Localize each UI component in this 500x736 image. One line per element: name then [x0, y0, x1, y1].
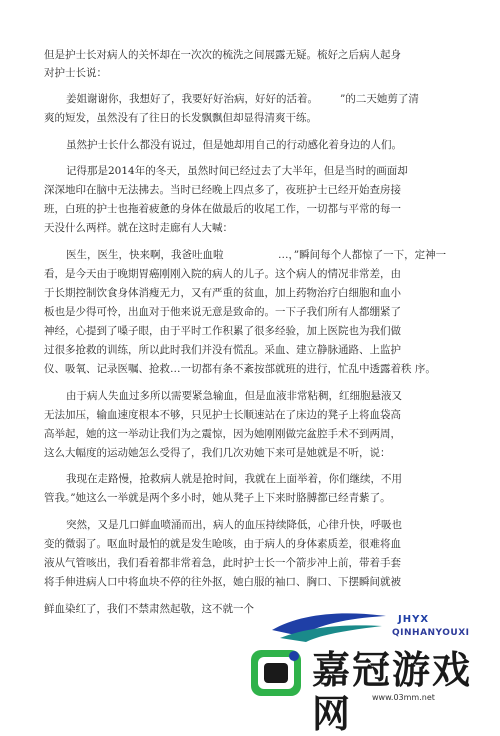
site-logo-text: 嘉冠游戏网 — [312, 648, 473, 736]
site-url: www.03mm.net — [372, 693, 435, 702]
brand-badge: JHYX — [398, 614, 430, 625]
brand-name: QINHANYOUXI — [392, 628, 470, 638]
site-logo-icon — [248, 646, 306, 700]
document-page: 但是护士长对病人的关怀却在一次次的梳洗之间展露无疑。梳好之后病人起身 对护士长说： 姜姐谢谢你，我想好了，我要好好治病，好好的活着。 ”的二天她剪了清 爽的短发，虽然没有了往日的长发飘飘但却显得清爽干练。 虽然护士长什么都没有说过，但是她却用自己的行动感化着身边的人们。 记得那是2014年的冬天，虽然时间已经过去了大半年，但是当时的画面却 深深地印在脑中无法拂去。当时已经晚上四点多了，夜班护士已经开始查房接 班，白班的护士也拖着疲惫的身体在做最后的收尾工作，一切都与平常的每一 天没什么两样。就在这时走廊有人大喊： 医生，医生，快来啊，我爸吐血啦 …，”瞬间每个人都惊了一下，定神一 看，是今天由于晚期胃癌刚刚入院的病人的儿子。这个病人的情况非常差，由 于长期控制饮食身体消瘦无力，又有严重的贫血，加上药物治疗白细胞和血小 板也是少得可怜，出血对于他来说无意是致命的。一下子我们所有人都绷紧了 神经，心提到了嗓子眼，由于平时工作积累了很多经验，加上医院也为我们做 过很多抢救的训练，所以此时我们并没有慌乱。采血、建立静脉通路、上监护 仪、吸氧、记录医嘱、抢救…一切都有条不紊按部就班的进行，忙乱中透露着秩 序。 由于病人失血过多所以需要紧急输血，但是血液非常粘稠，红细胞悬液又 无法加压，输血速度根本不够，只见护士长顺速站在了床边的凳子上将血袋高 高举起，她的这一举动让我们为之震惊，因为她刚刚做完盆腔手术不到两周， 这么大幅度的运动她怎么受得了，我们几次劝她下来可是她就是不听，说： 我现在走路慢，抢救病人就是抢时间，我就在上面举着，你们继续，不用 管我。”她这么一举就是两个多小时，她从凳子上下来时胳膊都已经青紫了。 突然，又是几口鲜血喷涌而出，病人的血压持续降低，心律升快，呼吸也 变的微弱了。呕血时最怕的就是发生呛咳，由于病人的身体素质差，很难将血 液从气管咳出，我们看着都非常着急，此时护士长一个箭步冲上前，带着手套 将手伸进病人口中将血块不停的往外抠，她白服的袖口、胸口、下摆瞬间就被 鲜血染红了，我们不禁肃然起敬，这不就一个 JHYX QINHANYOUXI 嘉冠游戏网 www.03mm.net — [0, 0, 500, 708]
swoosh-logo-icon — [270, 608, 388, 644]
